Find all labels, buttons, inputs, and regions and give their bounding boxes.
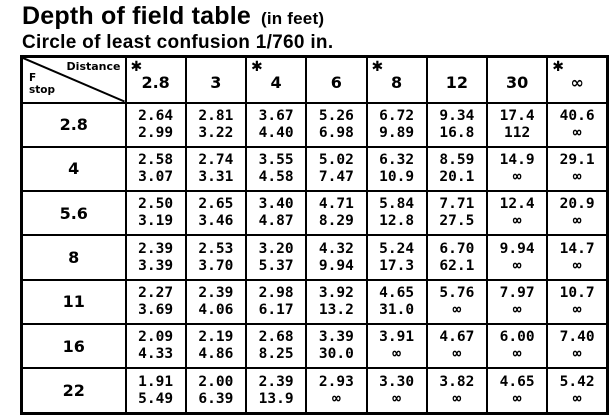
- column-header-distance: [186, 57, 246, 103]
- far-limit: 3.46: [198, 213, 234, 230]
- near-limit: 2.19: [198, 329, 234, 346]
- far-limit: 9.89: [379, 124, 415, 141]
- dof-range-cell: [487, 368, 547, 413]
- dof-range-cell: [126, 235, 186, 279]
- table-row: [22, 324, 608, 368]
- dof-range-cell: [306, 235, 366, 279]
- dof-range-cell: [547, 324, 607, 368]
- near-limit: 2.65: [198, 196, 234, 213]
- far-limit: ∞: [572, 390, 582, 407]
- far-limit: 3.69: [138, 301, 174, 318]
- far-limit: 5.37: [258, 257, 294, 274]
- dof-range-cell: [186, 147, 246, 191]
- page-title: [22, 2, 324, 31]
- near-limit: 2.64: [138, 107, 174, 124]
- dof-range-cell: [487, 103, 547, 147]
- near-limit: 3.30: [379, 373, 415, 390]
- dof-range-cell: [547, 103, 607, 147]
- far-limit: 3.07: [138, 168, 174, 185]
- near-limit: 2.74: [198, 151, 234, 168]
- dof-range-cell: [367, 324, 427, 368]
- dof-range-cell: [367, 103, 427, 147]
- column-header-distance: [547, 57, 607, 103]
- near-limit: 29.1: [559, 151, 595, 168]
- fstop-label: [29, 72, 55, 96]
- dof-range-cell: [427, 235, 487, 279]
- dof-range-cell: [246, 191, 306, 235]
- column-header-distance: [487, 57, 547, 103]
- dof-range-cell: [246, 280, 306, 324]
- near-limit: 12.4: [499, 196, 535, 213]
- far-limit: ∞: [512, 168, 522, 185]
- dof-range-cell: [246, 147, 306, 191]
- star-icon: ✱: [251, 59, 263, 75]
- dof-range-cell: [126, 324, 186, 368]
- dof-range-cell: [306, 280, 366, 324]
- dof-range-cell: [246, 235, 306, 279]
- dof-range-cell: [306, 191, 366, 235]
- fstop-cell: 11: [22, 280, 126, 324]
- near-limit: 1.91: [138, 373, 174, 390]
- far-limit: 3.39: [138, 257, 174, 274]
- dof-range-cell: [367, 191, 427, 235]
- dof-range-cell: [487, 235, 547, 279]
- far-limit: ∞: [572, 346, 582, 363]
- near-limit: 2.68: [258, 329, 294, 346]
- dof-range-cell: [126, 147, 186, 191]
- dof-range-cell: [306, 368, 366, 413]
- near-limit: 3.20: [258, 240, 294, 257]
- near-limit: 2.50: [138, 196, 174, 213]
- near-limit: 7.71: [439, 196, 475, 213]
- column-header-label: 4: [270, 73, 282, 93]
- near-limit: 6.32: [379, 151, 415, 168]
- near-limit: 2.53: [198, 240, 234, 257]
- near-limit: 2.81: [198, 107, 234, 124]
- near-limit: 5.26: [318, 107, 354, 124]
- dof-range-cell: [367, 280, 427, 324]
- dof-range-cell: [186, 103, 246, 147]
- depth-of-field-table: [20, 55, 609, 415]
- table-row: [22, 103, 608, 147]
- header-row: [22, 57, 608, 103]
- near-limit: 2.93: [318, 373, 354, 390]
- dof-range-cell: [126, 103, 186, 147]
- dof-range-cell: [246, 324, 306, 368]
- far-limit: 6.98: [318, 124, 354, 141]
- near-limit: 40.6: [559, 107, 595, 124]
- far-limit: 12.8: [379, 213, 415, 230]
- far-limit: ∞: [392, 346, 401, 363]
- near-limit: 2.98: [258, 284, 294, 301]
- far-limit: 13.2: [318, 301, 354, 318]
- column-header-distance: [126, 57, 186, 103]
- near-limit: 9.34: [439, 107, 475, 124]
- dof-range-cell: [186, 235, 246, 279]
- column-header-label: 6: [330, 73, 342, 93]
- fstop-cell: 4: [22, 147, 126, 191]
- near-limit: 4.32: [318, 240, 354, 257]
- near-limit: 9.94: [499, 240, 535, 257]
- far-limit: 2.99: [138, 124, 174, 141]
- dof-range-cell: [427, 280, 487, 324]
- near-limit: 5.76: [439, 284, 475, 301]
- far-limit: 6.39: [198, 390, 234, 407]
- near-limit: 4.67: [439, 329, 475, 346]
- column-header-distance: [246, 57, 306, 103]
- far-limit: 4.87: [258, 213, 294, 230]
- far-limit: 13.9: [258, 390, 294, 407]
- dof-range-cell: [487, 147, 547, 191]
- near-limit: 5.24: [379, 240, 415, 257]
- dof-range-cell: [487, 191, 547, 235]
- far-limit: 3.19: [138, 213, 174, 230]
- near-limit: 2.39: [258, 373, 294, 390]
- fstop-cell: 2.8: [22, 103, 126, 147]
- dof-range-cell: [367, 235, 427, 279]
- column-header-label: 2.8: [141, 73, 170, 93]
- near-limit: 2.39: [198, 284, 234, 301]
- dof-range-cell: [427, 103, 487, 147]
- dof-range-cell: [547, 368, 607, 413]
- near-limit: 6.70: [439, 240, 475, 257]
- dof-range-cell: [186, 368, 246, 413]
- far-limit: ∞: [512, 301, 522, 318]
- far-limit: 8.25: [258, 346, 294, 363]
- far-limit: 4.40: [258, 124, 294, 141]
- near-limit: 3.55: [258, 151, 294, 168]
- far-limit: ∞: [572, 168, 582, 185]
- star-icon: ✱: [130, 59, 143, 75]
- near-limit: 3.91: [379, 329, 415, 346]
- column-header-distance: [367, 57, 427, 103]
- title-text: Depth of field table: [22, 2, 251, 30]
- far-limit: 4.58: [258, 168, 294, 185]
- far-limit: 4.06: [198, 301, 234, 318]
- dof-range-cell: [427, 368, 487, 413]
- dof-range-cell: [306, 324, 366, 368]
- far-limit: ∞: [452, 390, 462, 407]
- dof-range-cell: [246, 368, 306, 413]
- table-body: [22, 103, 608, 414]
- far-limit: 30.0: [318, 346, 354, 363]
- fstop-cell: 5.6: [22, 191, 126, 235]
- column-header-label: 8: [391, 73, 403, 93]
- far-limit: 17.3: [379, 257, 415, 274]
- dof-range-cell: [367, 368, 427, 413]
- dof-range-cell: [306, 147, 366, 191]
- far-limit: 3.70: [198, 257, 234, 274]
- far-limit: ∞: [452, 346, 462, 363]
- dof-range-cell: [367, 147, 427, 191]
- far-limit: 31.0: [379, 301, 415, 318]
- near-limit: 3.92: [318, 284, 354, 301]
- corner-header: [22, 57, 126, 103]
- near-limit: 10.7: [559, 284, 595, 301]
- near-limit: 4.65: [379, 284, 415, 301]
- far-limit: ∞: [452, 301, 462, 318]
- far-limit: 16.8: [439, 124, 475, 141]
- table-row: [22, 235, 608, 279]
- near-limit: 8.59: [439, 151, 475, 168]
- far-limit: 20.1: [439, 168, 475, 185]
- table-row: [22, 147, 608, 191]
- column-header-label: 3: [210, 73, 222, 93]
- table-row: [22, 280, 608, 324]
- table-row: [22, 368, 608, 413]
- dof-range-cell: [487, 280, 547, 324]
- dof-range-cell: [246, 103, 306, 147]
- dof-range-cell: [547, 280, 607, 324]
- far-limit: 27.5: [439, 213, 475, 230]
- far-limit: 5.49: [138, 390, 174, 407]
- near-limit: 2.27: [138, 284, 174, 301]
- column-header-label: 12: [445, 73, 468, 93]
- far-limit: ∞: [572, 124, 582, 141]
- column-header-distance: [306, 57, 366, 103]
- star-icon: ✱: [371, 59, 384, 75]
- far-limit: 4.86: [198, 346, 234, 363]
- fstop-cell: 22: [22, 368, 126, 413]
- column-header-label: ∞: [570, 73, 584, 93]
- dof-range-cell: [547, 147, 607, 191]
- column-header-label: 30: [505, 73, 529, 93]
- near-limit: 3.40: [258, 196, 294, 213]
- far-limit: ∞: [572, 257, 582, 274]
- near-limit: 2.58: [138, 151, 174, 168]
- stop-label: stop: [29, 84, 55, 96]
- dof-range-cell: [126, 368, 186, 413]
- dof-range-cell: [126, 191, 186, 235]
- page-subtitle: Circle of least confusion 1/760 in.: [22, 32, 334, 53]
- far-limit: 4.33: [138, 346, 174, 363]
- near-limit: 20.9: [559, 196, 595, 213]
- near-limit: 7.97: [499, 284, 535, 301]
- near-limit: 17.4: [499, 107, 535, 124]
- far-limit: ∞: [512, 257, 522, 274]
- near-limit: 2.00: [198, 373, 234, 390]
- far-limit: 3.31: [198, 168, 234, 185]
- near-limit: 6.00: [499, 329, 535, 346]
- far-limit: 3.22: [198, 124, 234, 141]
- far-limit: ∞: [512, 346, 522, 363]
- far-limit: 62.1: [439, 257, 475, 274]
- near-limit: 3.67: [258, 107, 294, 124]
- far-limit: 8.29: [318, 213, 354, 230]
- near-limit: 2.09: [138, 329, 174, 346]
- dof-range-cell: [427, 147, 487, 191]
- title-unit: (in feet): [261, 9, 325, 28]
- fstop-cell: 8: [22, 235, 126, 279]
- near-limit: 5.02: [318, 151, 354, 168]
- dof-range-cell: [186, 280, 246, 324]
- dof-range-cell: [427, 324, 487, 368]
- dof-range-cell: [126, 280, 186, 324]
- far-limit: 9.94: [318, 257, 354, 274]
- dof-range-cell: [186, 191, 246, 235]
- far-limit: 112: [504, 124, 531, 141]
- far-limit: 7.47: [318, 168, 354, 185]
- far-limit: ∞: [392, 390, 401, 407]
- far-limit: ∞: [512, 213, 522, 230]
- near-limit: 14.9: [499, 151, 535, 168]
- far-limit: ∞: [332, 390, 341, 407]
- far-limit: ∞: [572, 301, 582, 318]
- dof-range-cell: [306, 103, 366, 147]
- near-limit: 5.42: [559, 373, 595, 390]
- distance-label: Distance: [66, 60, 121, 73]
- dof-range-cell: [186, 324, 246, 368]
- near-limit: 14.7: [559, 240, 595, 257]
- far-limit: ∞: [512, 390, 522, 407]
- dof-range-cell: [547, 235, 607, 279]
- near-limit: 6.72: [379, 107, 415, 124]
- column-header-distance: [427, 57, 487, 103]
- near-limit: 3.82: [439, 373, 475, 390]
- table-row: [22, 191, 608, 235]
- far-limit: ∞: [572, 213, 582, 230]
- near-limit: 4.71: [318, 196, 354, 213]
- dof-range-cell: [427, 191, 487, 235]
- dof-range-cell: [487, 324, 547, 368]
- fstop-cell: 16: [22, 324, 126, 368]
- far-limit: 6.17: [258, 301, 294, 318]
- near-limit: 4.65: [499, 373, 535, 390]
- near-limit: 7.40: [559, 329, 595, 346]
- star-icon: ✱: [552, 59, 564, 75]
- near-limit: 2.39: [138, 240, 174, 257]
- near-limit: 5.84: [379, 196, 415, 213]
- near-limit: 3.39: [318, 329, 354, 346]
- far-limit: 10.9: [379, 168, 415, 185]
- f-label: F: [29, 72, 37, 84]
- dof-range-cell: [547, 191, 607, 235]
